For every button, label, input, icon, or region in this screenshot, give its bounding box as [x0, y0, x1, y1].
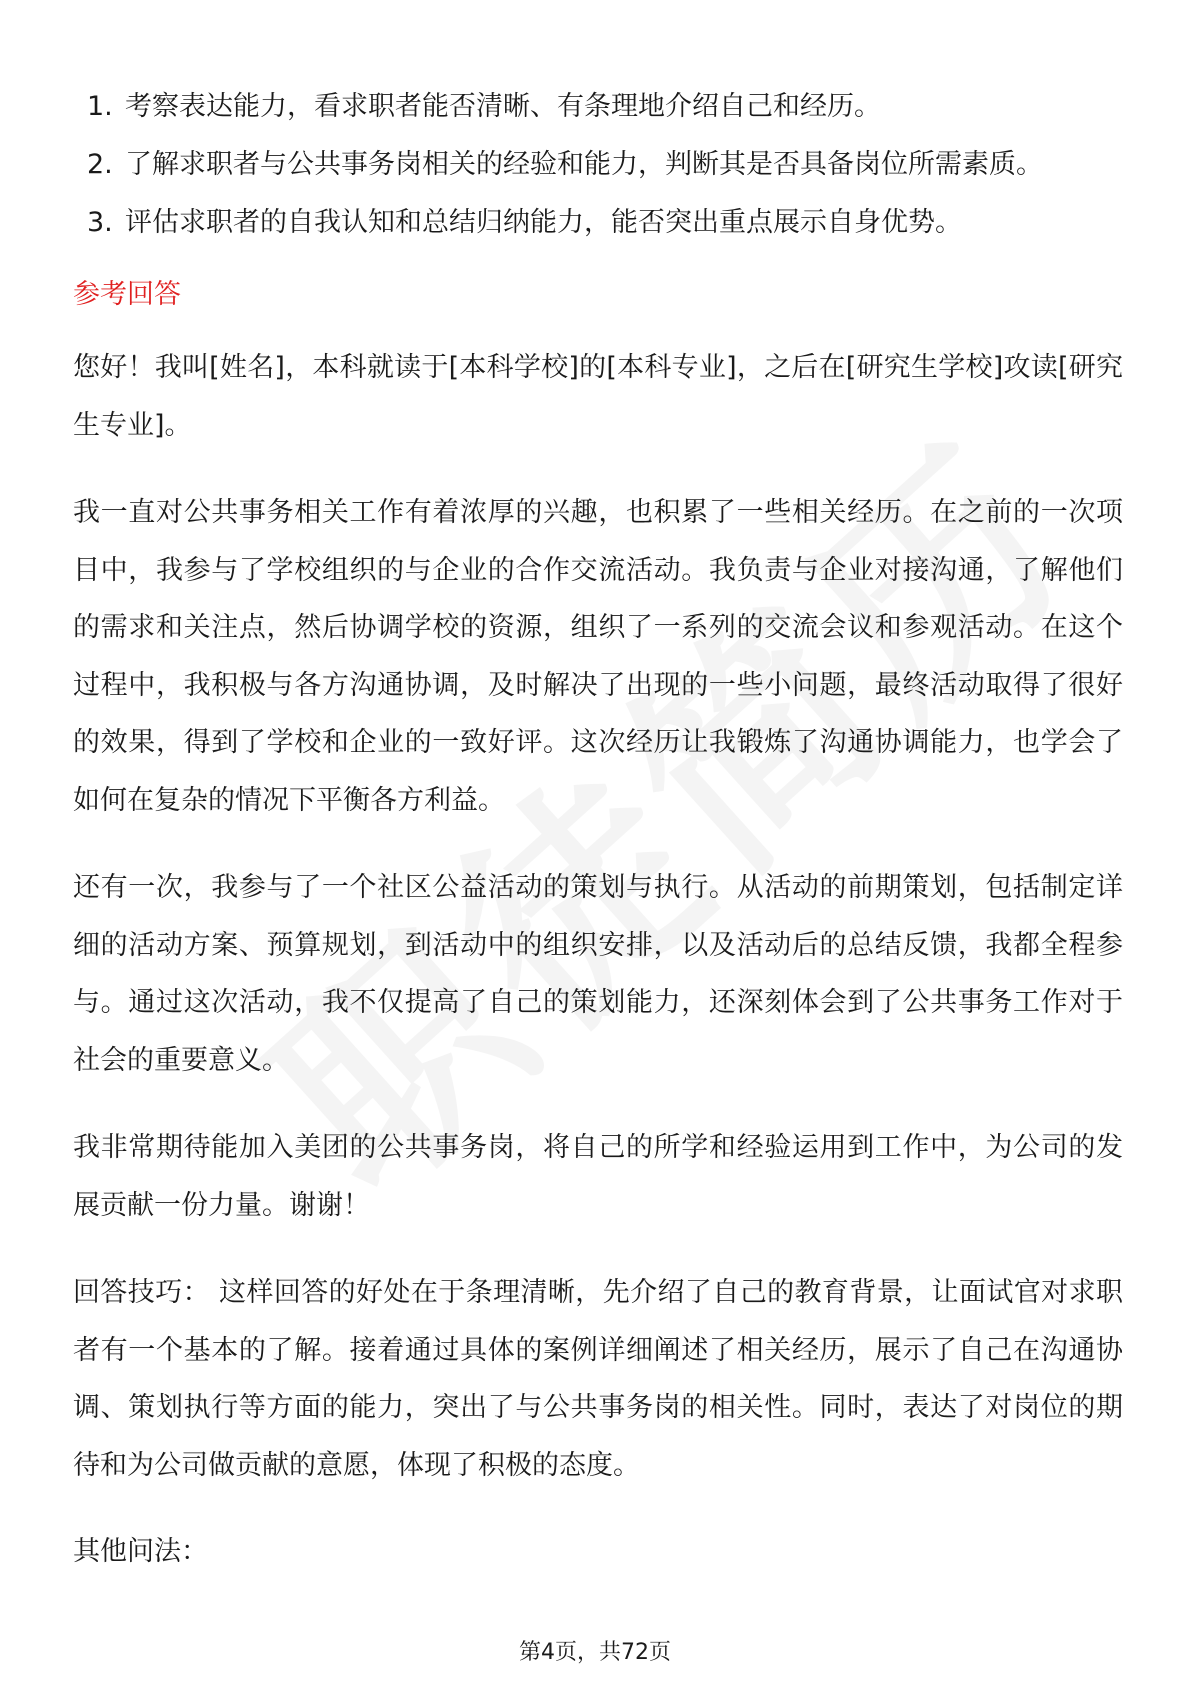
- list-item-number: 3.: [87, 207, 113, 238]
- other-questions-label: 其他问法：: [73, 1536, 208, 1567]
- answer-paragraph: 我非常期待能加入美团的公共事务岗，将自己的所学和经验运用到工作中，为公司的发展贡献一份力量。谢谢！: [73, 1132, 1123, 1221]
- list-item: [73, 194, 1123, 252]
- list-item: [73, 136, 1123, 194]
- answer-paragraph: 我一直对公共事务相关工作有着浓厚的兴趣，也积累了一些相关经历。在之前的一次项目中，我参与了学校组织的与企业的合作交流活动。我负责与企业对接沟通，了解他们的需求和关注点，然后协调学校的资源，组织了一系列的交流会议和参观活动。在这个过程中，我积极与各方沟通协调，及时解决了出现的一些小问题，最终活动取得了很好的效果，得到了学校和企业的一致好评。这次经历让我锻炼了沟通协调能力，也学会了如何在复杂的情况下平衡各方利益。: [73, 497, 1123, 816]
- answer-paragraph: 您好！我叫[姓名]，本科就读于[本科学校]的[本科专业]，之后在[研究生学校]攻读[研究生专业]。: [73, 352, 1123, 441]
- list-item-number: 1.: [87, 91, 113, 122]
- reference-answer-heading: 参考回答: [73, 279, 181, 310]
- answer-tips: 回答技巧： 这样回答的好处在于条理清晰，先介绍了自己的教育背景，让面试官对求职者有一个基本的了解。接着通过具体的案例详细阐述了相关经历，展示了自己在沟通协调、策划执行等方面的能力，突出了与公共事务岗的相关性。同时，表达了对岗位的期待和为公司做贡献的意愿，体现了积极的态度。: [73, 1277, 1123, 1481]
- list-item-text: 考察表达能力，看求职者能否清晰、有条理地介绍自己和经历。: [125, 91, 881, 122]
- page-number: 第4页，共72页: [519, 1640, 671, 1665]
- criteria-list: [73, 78, 1123, 252]
- document-body: [73, 78, 1123, 1611]
- list-item: [73, 78, 1123, 136]
- answer-paragraph: 还有一次，我参与了一个社区公益活动的策划与执行。从活动的前期策划，包括制定详细的活动方案、预算规划，到活动中的组织安排，以及活动后的总结反馈，我都全程参与。通过这次活动，我不仅提高了自己的策划能力，还深刻体会到了公共事务工作对于社会的重要意义。: [73, 872, 1123, 1076]
- list-item-number: 2.: [87, 149, 113, 180]
- list-item-text: 了解求职者与公共事务岗相关的经验和能力，判断其是否具备岗位所需素质。: [125, 149, 1043, 180]
- list-item-text: 评估求职者的自我认知和总结归纳能力，能否突出重点展示自身优势。: [125, 207, 962, 238]
